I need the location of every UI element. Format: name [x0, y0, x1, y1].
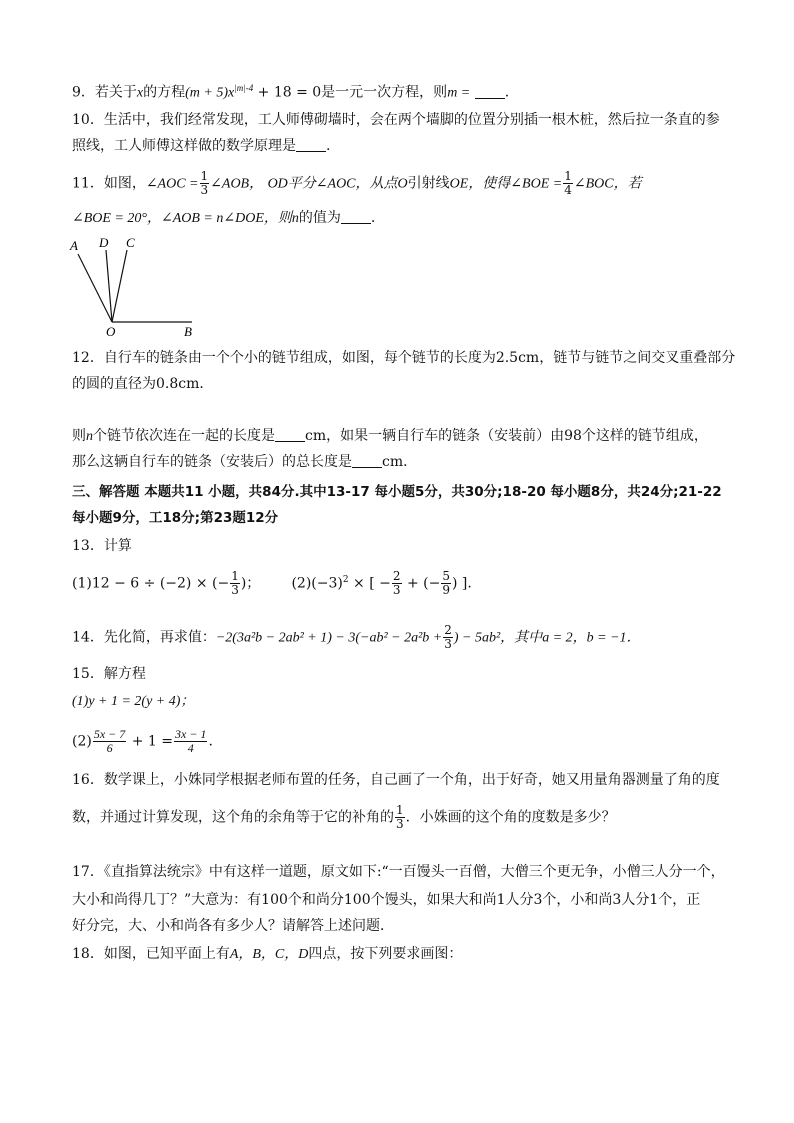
q13-part-2: (2)(−3): [291, 575, 343, 592]
question-10-line-1: 10．生活中，我们经常发现，工人师傅砌墙时，会在两个墙脚的位置分别插一根木桩，然后拉一条直的参: [72, 112, 720, 128]
answer-blank[interactable]: [352, 453, 382, 468]
question-17-line-1: 17．《直指算法统宗》中有这样一道题，原文如下:“一百馒头一百僧，大僧三个更无争，小僧三人分一个，: [72, 864, 725, 880]
q18-text-2: 四点，按下列要求画图：: [308, 946, 463, 962]
question-15-part-2: [72, 728, 213, 755]
q11-text-2: ，使得∠BOE =: [468, 176, 563, 192]
q9-var: x: [136, 85, 144, 101]
numerator: 5x − 7: [93, 727, 126, 741]
question-17-line-2: 大小和尚得几丁？”大意为：有100个和尚分100个馒头，如果大和尚1人分3个，小和尚3人分1个，正: [72, 892, 701, 908]
q12-text-4: 那么这辆自行车的链条（安装后）的总长度是: [72, 454, 352, 470]
q18-text: 18．如图，已知平面上有: [72, 946, 230, 962]
q11-n: n: [291, 211, 299, 226]
denominator: 4: [564, 183, 572, 197]
section-heading-line-1: 三、解答题 本题共11 小题，共84分.其中13-17 每小题5分，共30分;18-20 每小题8分，共24分;21-22: [72, 484, 722, 500]
q13-part-2-c: + (−: [402, 575, 441, 592]
denominator: 4: [187, 741, 194, 755]
question-11-line-1: [72, 170, 642, 197]
q9-expression: (m + 5)x: [185, 85, 235, 101]
q10-end: .: [326, 138, 331, 154]
q9-end: .: [504, 84, 510, 101]
q11-text: 11．如图，: [72, 175, 146, 192]
section-heading-line-2: 每小题9分，工18分;第23题12分: [72, 510, 279, 526]
question-16-line-1: 16．数学课上，小姝同学根据老师布置的任务，自己画了一个角，出于好奇，她又用量角器测量了角的度: [72, 772, 720, 788]
q12-text: 则: [72, 428, 86, 444]
q12-text-5: cm．: [382, 454, 418, 470]
question-18: [72, 944, 462, 965]
denominator: 3: [200, 183, 209, 197]
numerator: 2: [392, 569, 401, 584]
q11-angle-aob: ∠AOB，: [210, 176, 264, 192]
label-d: D: [99, 235, 109, 250]
q13-part-2-end: ) ].: [452, 575, 472, 592]
q10-text: 照线，工人师傅这样做的数学原理是: [72, 138, 296, 154]
numerator: 1: [396, 803, 404, 817]
q13-part-1: (1)12 − 6 ÷ (−2) × (−: [72, 575, 230, 592]
q9-exponent: |m|-4: [234, 83, 254, 93]
q11-angle-aoc: ∠AOC =: [145, 176, 199, 192]
label-o: O: [106, 324, 116, 339]
q13-exponent: 2: [342, 575, 349, 585]
q15-text: + 1 =: [127, 733, 173, 750]
question-17-line-3: 好分完，大、小和尚各有多少人？请解答上述问题．: [72, 918, 394, 934]
q11-angle-boc: ∠BOC，若: [573, 176, 642, 192]
question-16-line-2: [72, 804, 616, 831]
q9-text: 9．若关于: [72, 84, 137, 101]
q12-text-2: 个链节依次连在一起的长度是: [93, 428, 275, 444]
ray-oc: [112, 250, 127, 322]
q14-condition: a = 2，b = −1．: [542, 630, 641, 646]
question-11-line-2: [72, 208, 375, 229]
q16-text-2: ．小姝画的这个角的度数是多少？: [405, 809, 616, 826]
denominator: 3: [231, 583, 239, 598]
question-14: [72, 624, 641, 651]
q12-text-3: cm，如果一辆自行车的链条（安装前）由98个这样的链节组成，: [305, 428, 708, 444]
denominator: 3: [444, 637, 452, 651]
q13-part-1-end: )；: [240, 575, 261, 592]
q11-end: .: [370, 210, 376, 226]
q11-od: OD平分∠AOC，从点: [267, 176, 398, 192]
question-13-title: 13．计算: [72, 538, 132, 554]
q13-fraction-2: [392, 570, 402, 597]
answer-blank[interactable]: [275, 427, 305, 442]
question-15-part-1: (1)y + 1 = 2(y + 4)；: [72, 694, 195, 709]
question-12-line-2: 的圆的直径为0.8cm．: [72, 376, 214, 392]
label-c: C: [126, 235, 135, 250]
q18-points: A，B，C，D: [229, 947, 309, 962]
numerator: 2: [444, 623, 452, 637]
q14-fraction: [443, 624, 453, 651]
q16-text: 数，并通过计算发现，这个角的余角等于它的补角的: [72, 809, 394, 826]
numerator: 1: [231, 569, 239, 584]
label-b: B: [184, 324, 192, 339]
q15-end: .: [208, 733, 213, 750]
question-12-line-4: [72, 452, 417, 472]
label-a: A: [70, 238, 78, 253]
q15-fraction-1: [93, 728, 126, 755]
q11-ray: 引射线: [407, 175, 450, 192]
answer-blank[interactable]: [475, 84, 505, 99]
q9-text-2: 的方程: [143, 84, 186, 101]
q13-part-2-b: × [ −: [348, 575, 391, 592]
question-10-line-2: [72, 136, 330, 156]
q11-oe: OE: [449, 176, 469, 192]
q15-fraction-2: [174, 728, 207, 755]
q14-expression: −2(3a²b − 2ab² + 1) − 3(−ab² − 2a²b +: [215, 630, 443, 646]
denominator: 6: [106, 741, 113, 755]
question-13-parts: [72, 570, 472, 597]
numerator: 1: [200, 169, 209, 183]
denominator: 3: [396, 817, 404, 831]
denominator: 3: [392, 583, 401, 598]
answer-blank[interactable]: [341, 209, 371, 224]
numerator: 5: [442, 569, 450, 584]
answer-blank[interactable]: [296, 137, 326, 152]
question-12-line-1: 12．自行车的链条由一个个小的链节组成，如图，每个链节的长度为2.5cm，链节与链节之间交叉重叠部分: [72, 350, 736, 366]
q11-text-3: 的值为: [298, 210, 341, 226]
denominator: 9: [442, 583, 450, 598]
q12-n: n: [86, 429, 93, 444]
q14-expression-2: ) − 5ab²，其中: [453, 630, 543, 646]
q13-fraction-3: [441, 570, 451, 597]
numerator: 1: [564, 169, 572, 183]
question-15-title: 15．解方程: [72, 666, 146, 682]
q15-label: (2): [72, 733, 92, 750]
q11-fraction-1: [200, 170, 210, 197]
q13-fraction: [230, 570, 240, 597]
q9-text-3: + 18 = 0是一元一次方程，则: [253, 84, 448, 101]
q11-condition: ∠BOE = 20°，∠AOB = n∠DOE，则: [72, 211, 292, 226]
question-12-line-3: [72, 426, 708, 447]
numerator: 3x − 1: [175, 727, 207, 741]
q14-text: 14．先化简，再求值：: [72, 629, 216, 646]
q11-o: O: [397, 176, 408, 192]
question-9: [72, 78, 509, 104]
angle-figure: [64, 234, 214, 342]
q9-m: m =: [447, 85, 471, 101]
q16-fraction: [395, 804, 405, 831]
q11-fraction-2: [563, 170, 573, 197]
